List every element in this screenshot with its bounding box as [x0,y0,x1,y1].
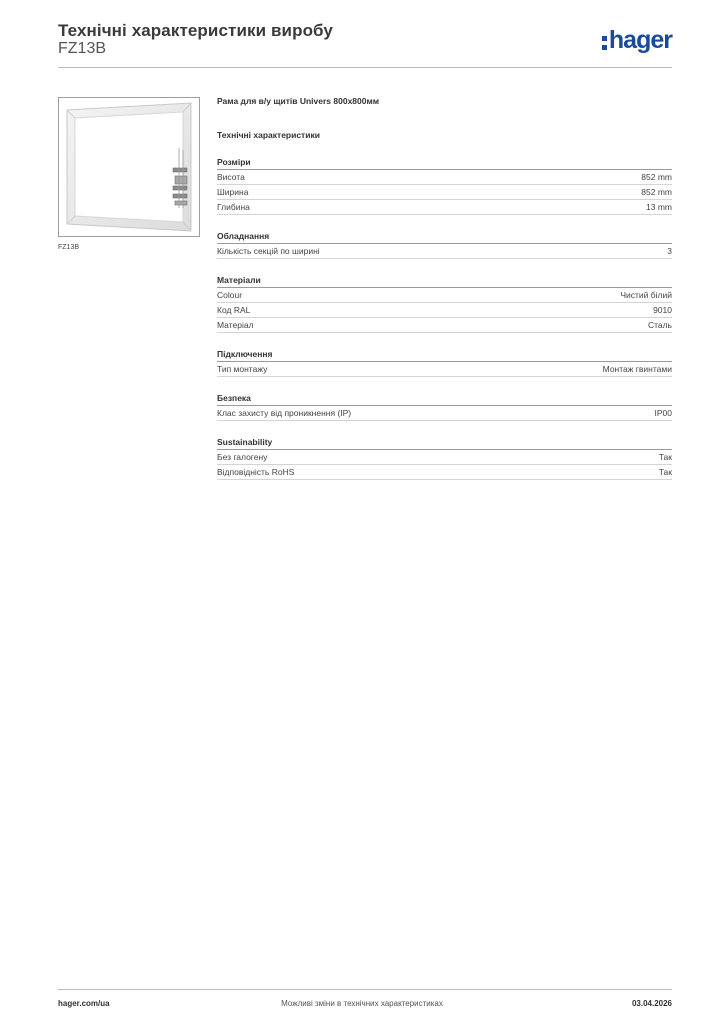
image-caption: FZ13B [58,244,80,251]
product-description: Рама для в/у щитів Univers 800x800мм [217,96,380,106]
spec-section-title: Технічні характеристики [217,130,320,140]
page-title: Технічні характеристики виробу [58,21,333,40]
spec-label: Код RAL [217,305,251,315]
spec-row [217,450,672,465]
spec-value: Сталь [647,320,672,330]
spec-row [217,303,672,318]
spec-value: Монтаж гвинтами [602,364,672,374]
group-title: Sustainability [217,436,672,450]
spec-row [217,288,672,303]
spec-group-sustainability [217,436,672,480]
spec-group-connection [217,348,672,377]
spec-group-materials [217,274,672,333]
hager-logo [602,28,672,53]
logo-text: hager [608,26,672,54]
spec-row [217,406,672,421]
spec-row [217,185,672,200]
group-title: Розміри [217,156,672,170]
group-title: Обладнання [217,230,672,244]
spec-label: Матеріал [217,320,254,330]
spec-row [217,244,672,259]
spec-group-dimensions [217,156,672,215]
group-title: Матеріали [217,274,672,288]
footer-website-link[interactable]: hager.com/ua [58,999,110,1008]
spec-label: Відповідність RoHS [217,467,295,477]
spec-value: Так [658,452,672,462]
footer-date: 03.04.2026 [631,999,672,1008]
product-reference: FZ13B [58,40,107,57]
spec-value: IP00 [654,408,672,418]
spec-label: Клас захисту від проникнення (IP) [217,408,352,418]
spec-value: 9010 [653,305,672,315]
spec-row [217,170,672,185]
group-title: Підключення [217,348,672,362]
spec-value: 852 mm [641,187,672,197]
spec-label: Ширина [217,187,249,197]
spec-label: Без галогену [217,452,268,462]
spec-label: Висота [217,172,245,182]
spec-value: Чистий білий [620,290,672,300]
group-title: Безпека [217,392,672,406]
spec-label: Глибина [217,202,250,212]
spec-row [217,362,672,377]
spec-label: Кількість секцій по ширині [217,246,320,256]
spec-row [217,318,672,333]
spec-value: 852 mm [641,172,672,182]
spec-label: Colour [217,290,243,300]
spec-label: Тип монтажу [217,364,268,374]
spec-value: 13 mm [646,202,672,212]
logo-dots-icon [602,36,607,50]
spec-value: Так [658,467,672,477]
footer-note: Можливі зміни в технічних характеристиках [281,999,443,1008]
frame-product-image [58,97,200,237]
footer-divider [58,989,672,990]
spec-group-equipment [217,230,672,259]
spec-content [217,95,672,480]
spec-row [217,200,672,215]
spec-group-safety [217,392,672,421]
header-divider [58,67,672,68]
spec-value: 3 [667,246,672,256]
spec-row [217,465,672,480]
frame-illustration-icon [59,98,199,236]
